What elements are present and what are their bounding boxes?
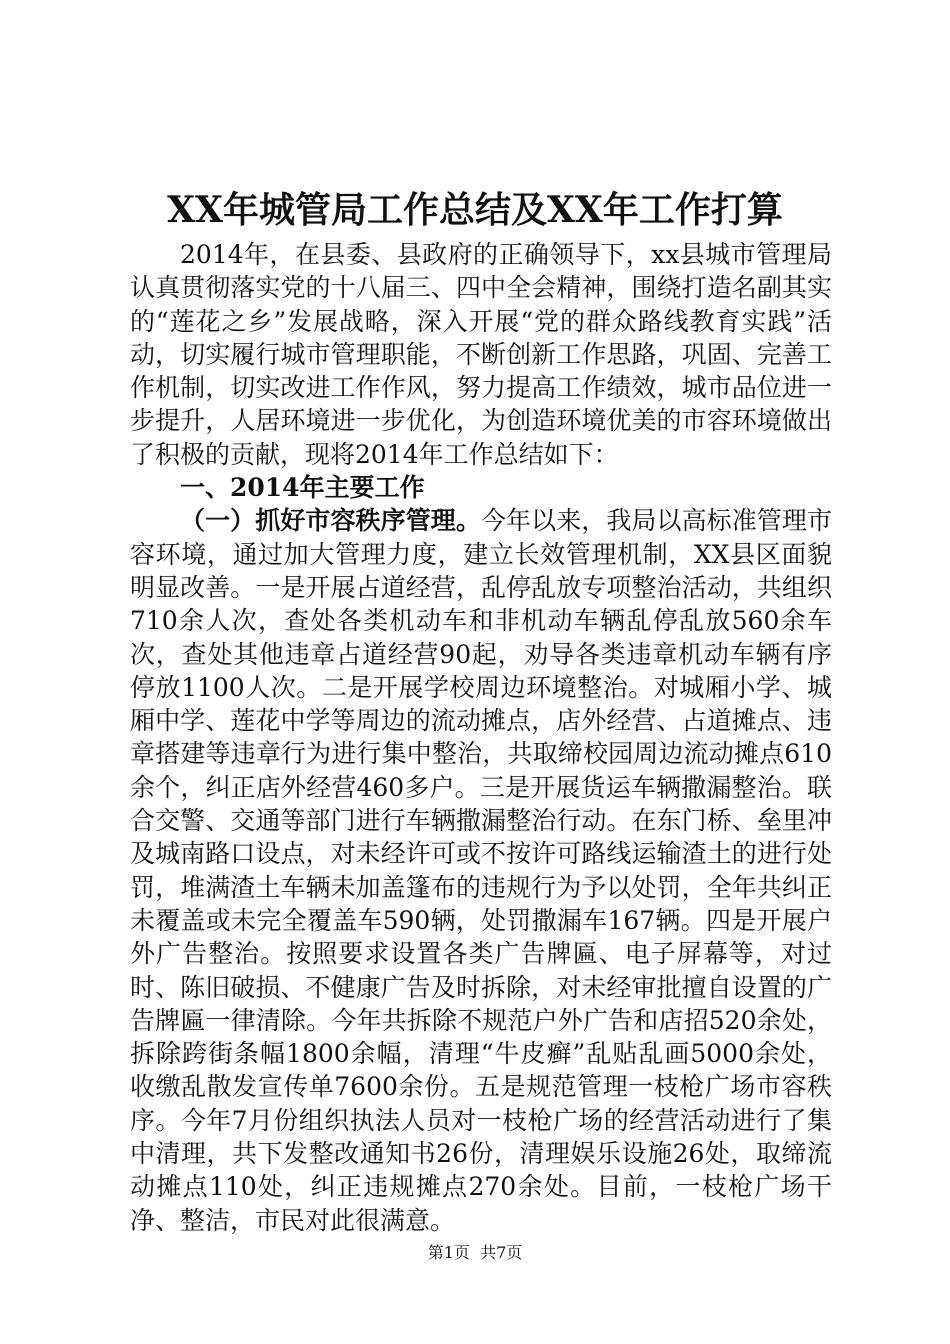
subsection-heading: （一）抓好市容秩序管理。 bbox=[180, 506, 481, 536]
document-body bbox=[130, 238, 832, 1237]
subsection-text: 今年以来，我局以高标准管理市容环境，通过加大管理力度，建立长效管理机制，XX县区面貌明显改善。一是开展占道经营，乱停乱放专项整治活动，共组织710余人次，查处各类机动车和非机动车辆乱停乱放560余车次，查处其他违章占道经营90起，劝导各类违章机动车辆有序停放1100人次。二是开展学校周边环境整治。对城厢小学、城厢中学、莲花中学等周边的流动摊点，店外经营、占道摊点、违章搭建等违章行为进行集中整治，共取缔校园周边流动摊点610余个，纠正店外经营460多户。三是开展货运车辆撒漏整治。联合交警、交通等部门进行车辆撒漏整治行动。在东门桥、垒里冲及城南路口设点，对未经许可或不按许可路线运输渣土的进行处罚，堆满渣土车辆未加盖篷布的违规行为予以处罚，全年共纠正未覆盖或未完全覆盖车590辆，处罚撒漏车167辆。四是开展户外广告整治。按照要求设置各类广告牌匾、电子屏幕等，对过时、陈旧破损、不健康广告及时拆除，对未经审批擅自设置的广告牌匾一律清除。今年共拆除不规范户外广告和店招520余处，拆除跨街条幅1800余幅，清理“牛皮癣”乱贴乱画5000余处，收缴乱散发宣传单7600余份。五是规范管理一枝枪广场市容秩序。今年7月份组织执法人员对一枝枪广场的经营活动进行了集中清理，共下发整改通知书26份，清理娱乐设施26处，取缔流动摊点110处，纠正违规摊点270余处。目前，一枝枪广场干净、整洁，市民对此很满意。 bbox=[130, 506, 832, 1235]
page-footer bbox=[0, 1242, 950, 1264]
subsection-paragraph bbox=[130, 504, 832, 1237]
intro-paragraph: 2014年，在县委、县政府的正确领导下，xx县城市管理局认真贯彻落实党的十八届三、四中全会精神，围绕打造名副其实的“莲花之乡”发展战略，深入开展“党的群众路线教育实践”活动，切实履行城市管理职能，不断创新工作思路，巩固、完善工作机制，切实改进工作作风，努力提高工作绩效，城市品位进一步提升，人居环境进一步优化，为创造环境优美的市容环境做出了积极的贡献，现将2014年工作总结如下： bbox=[130, 240, 832, 469]
section-heading: 一、2014年主要工作 bbox=[180, 473, 425, 503]
page-number: 第1页 bbox=[427, 1243, 470, 1262]
page-total: 共7页 bbox=[480, 1243, 523, 1262]
footer-gap bbox=[470, 1243, 480, 1262]
document-title: XX年城管局工作总结及XX年工作打算 bbox=[167, 189, 783, 231]
